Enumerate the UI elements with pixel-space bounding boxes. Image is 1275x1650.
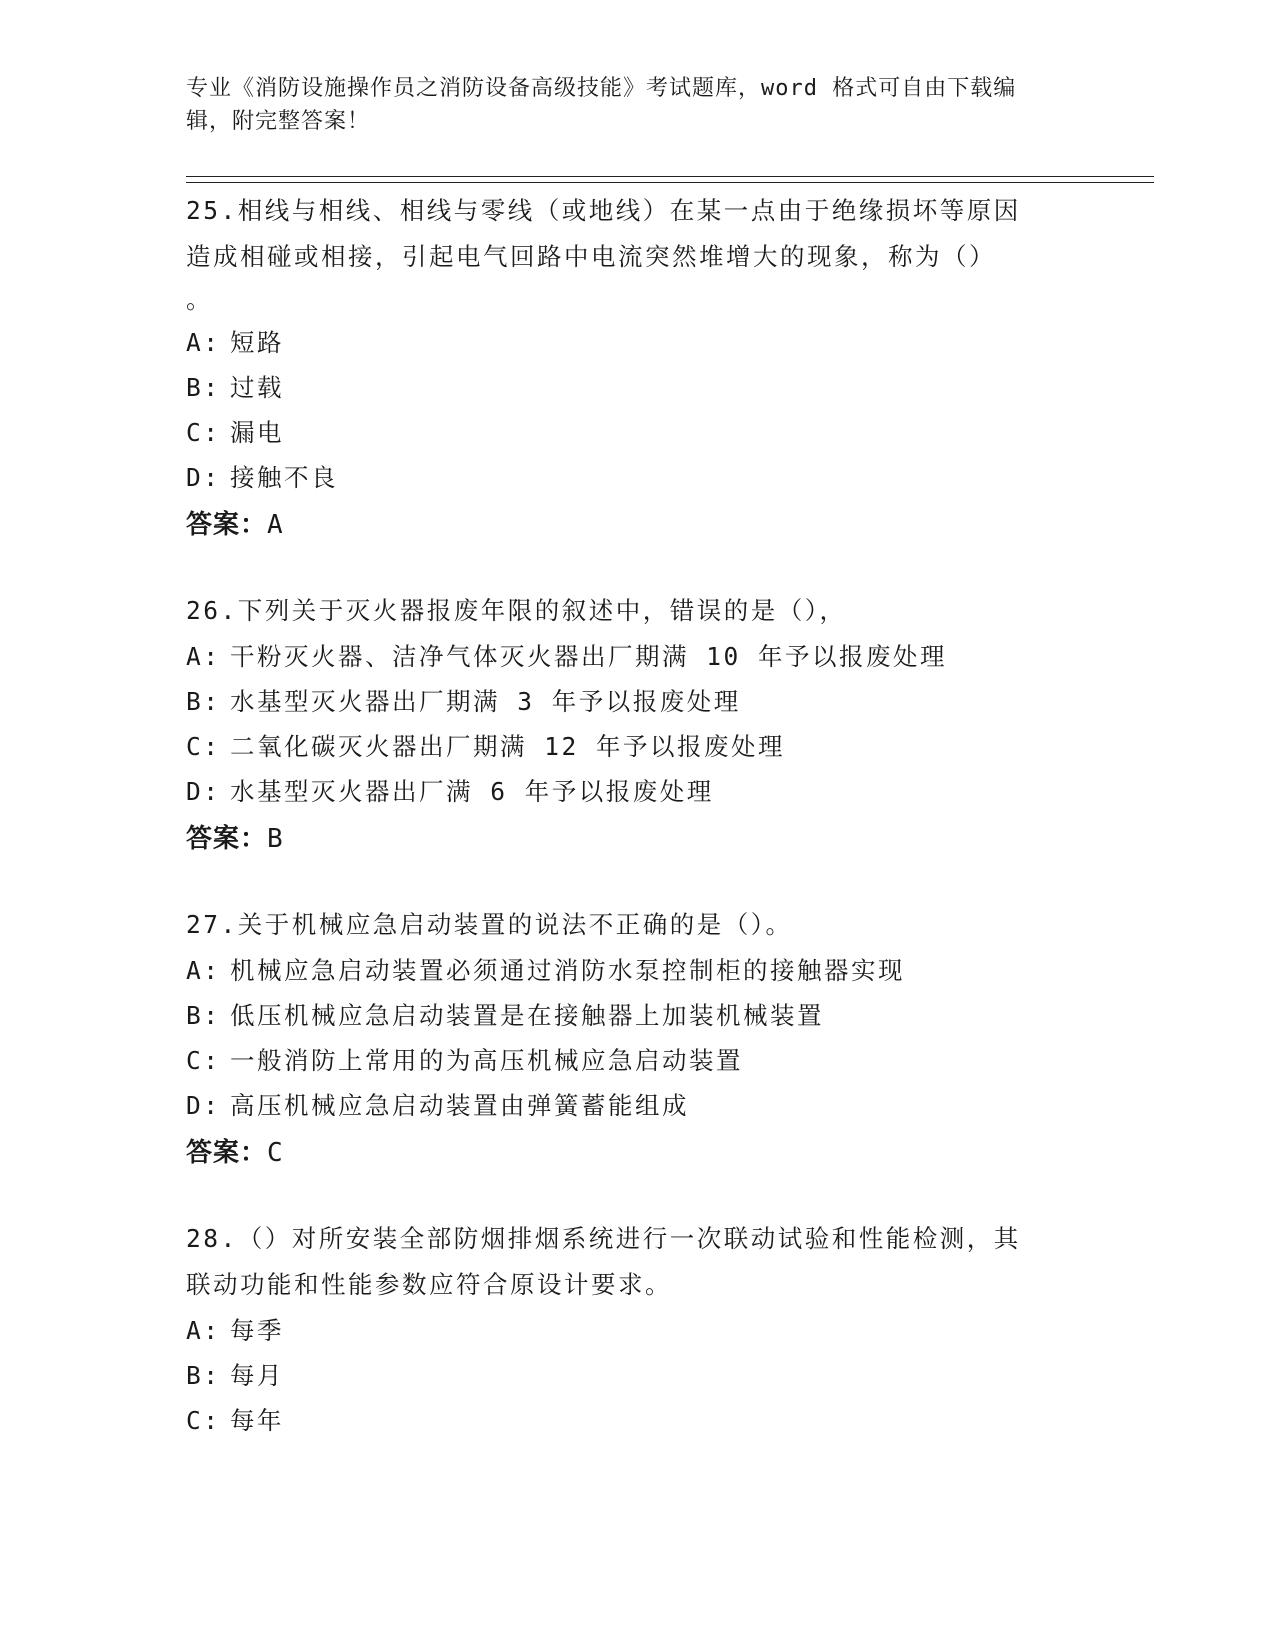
answer-line: [186, 816, 1086, 862]
option-text: 一般消防上常用的为高压机械应急启动装置: [230, 1046, 743, 1075]
option-letter: C:: [186, 1046, 221, 1075]
option-letter: C:: [186, 418, 221, 447]
option-letter: B:: [186, 687, 221, 716]
option-letter: A:: [186, 956, 221, 985]
option-letter: D:: [186, 777, 221, 806]
question-text-line: 。: [186, 285, 213, 314]
answer-value: B: [267, 824, 284, 854]
answer-label: 答案：: [186, 1138, 268, 1168]
question-25: [186, 188, 1086, 548]
option-letter: B:: [186, 1001, 221, 1030]
option-text: 干粉灭火器、洁净气体灭火器出厂期满 10 年予以报废处理: [230, 642, 947, 671]
answer-value: C: [267, 1138, 284, 1168]
option-b: [186, 993, 1086, 1038]
option-letter: A:: [186, 642, 221, 671]
option-text: 每季: [230, 1316, 284, 1345]
option-text: 水基型灭火器出厂满 6 年予以报废处理: [230, 777, 714, 806]
option-c: [186, 724, 1086, 769]
option-d: [186, 1083, 1086, 1128]
answer-line: [186, 1130, 1086, 1176]
answer-label: 答案：: [186, 824, 268, 854]
question-text-line: 造成相碰或相接，引起电气回路中电流突然堆增大的现象，称为（）: [186, 242, 996, 271]
question-text-line: 28.（）对所安装全部防烟排烟系统进行一次联动试验和性能检测，其: [186, 1224, 1021, 1253]
document-header: [186, 72, 1086, 138]
option-text: 漏电: [230, 418, 284, 447]
question-text-line: 联动功能和性能参数应符合原设计要求。: [186, 1270, 672, 1299]
answer-line: [186, 502, 1086, 548]
option-letter: B:: [186, 1361, 221, 1390]
option-a: [186, 948, 1086, 993]
option-text: 二氧化碳灭火器出厂期满 12 年予以报废处理: [230, 732, 785, 761]
option-text: 水基型灭火器出厂期满 3 年予以报废处理: [230, 687, 741, 716]
question-28: [186, 1216, 1086, 1443]
option-text: 每年: [230, 1406, 284, 1435]
option-b: [186, 1353, 1086, 1398]
header-line-2: 辑，附完整答案！: [186, 109, 371, 134]
option-c: [186, 410, 1086, 455]
option-letter: D:: [186, 1091, 221, 1120]
option-text: 每月: [230, 1361, 284, 1390]
option-text: 高压机械应急启动装置由弹簧蓄能组成: [230, 1091, 689, 1120]
question-text-line: 25.相线与相线、相线与零线（或地线）在某一点由于绝缘损坏等原因: [186, 196, 1021, 225]
question-27: [186, 902, 1086, 1176]
option-d: [186, 769, 1086, 814]
option-letter: B:: [186, 373, 221, 402]
option-a: [186, 1308, 1086, 1353]
question-text-line: 26.下列关于灭火器报废年限的叙述中，错误的是（），: [186, 596, 847, 625]
option-text: 过载: [230, 373, 284, 402]
option-letter: D:: [186, 463, 221, 492]
option-text: 接触不良: [230, 463, 338, 492]
question-list: [186, 188, 1086, 1483]
header-divider-top: [186, 176, 1154, 177]
option-b: [186, 365, 1086, 410]
option-text: 低压机械应急启动装置是在接触器上加装机械装置: [230, 1001, 824, 1030]
answer-label: 答案：: [186, 510, 268, 540]
option-b: [186, 679, 1086, 724]
option-letter: A:: [186, 328, 221, 357]
option-c: [186, 1398, 1086, 1443]
option-d: [186, 455, 1086, 500]
answer-value: A: [267, 510, 284, 540]
option-letter: A:: [186, 1316, 221, 1345]
option-a: [186, 634, 1086, 679]
option-text: 机械应急启动装置必须通过消防水泵控制柜的接触器实现: [230, 956, 905, 985]
option-letter: C:: [186, 732, 221, 761]
option-text: 短路: [230, 328, 284, 357]
question-text-line: 27.关于机械应急启动装置的说法不正确的是（）。: [186, 910, 793, 939]
header-divider-bottom: [186, 182, 1154, 183]
option-a: [186, 320, 1086, 365]
option-letter: C:: [186, 1406, 221, 1435]
question-26: [186, 588, 1086, 862]
option-c: [186, 1038, 1086, 1083]
header-line-1: 专业《消防设施操作员之消防设备高级技能》考试题库，word 格式可自由下载编: [186, 76, 1017, 101]
